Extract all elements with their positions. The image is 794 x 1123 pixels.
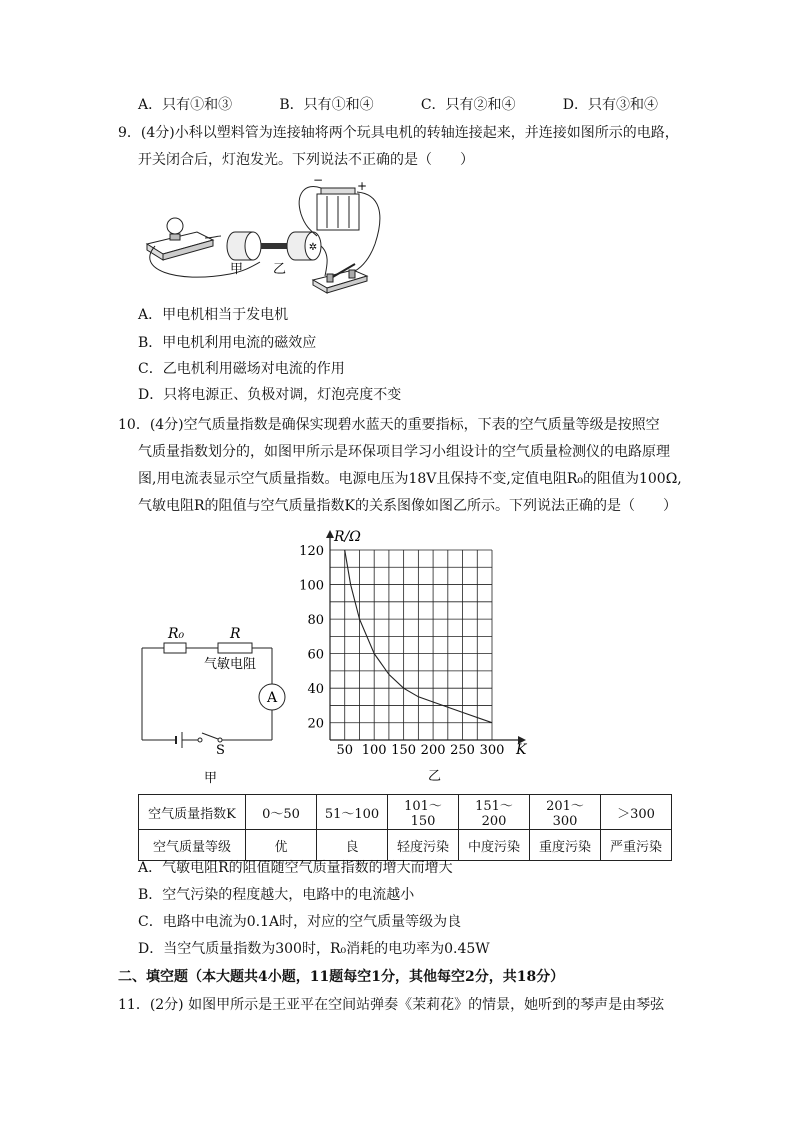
- x-tick-label: 200: [420, 743, 446, 758]
- y-tick-label: 120: [299, 544, 324, 559]
- x-tick-label: 150: [391, 743, 417, 758]
- q9-option-d: D．只将电源正、负极对调，灯泡亮度不变: [138, 387, 402, 403]
- y-tick-label: 40: [307, 682, 324, 698]
- r0-label: R₀: [168, 626, 185, 642]
- table-cell: 空气质量指数K: [139, 795, 246, 830]
- table-cell: 重度污染: [530, 830, 601, 861]
- chart-axes: [326, 530, 526, 744]
- chart-grid: [330, 550, 492, 740]
- q10-stem-line3: 图,用电流表显示空气质量指数。电源电压为18V且保持不变,定值电阻R₀的阻值为100Ω,: [138, 471, 682, 487]
- ammeter-label: A: [266, 690, 278, 706]
- table-row: [139, 830, 672, 861]
- q9-circuit-figure: [135, 174, 395, 298]
- switch-label: S: [216, 743, 225, 758]
- r-k-chart: [280, 528, 540, 790]
- table-cell: ＞300: [601, 795, 672, 830]
- q8-option-a: A．只有①和③: [138, 97, 233, 113]
- q11-stem-line1: 11．(2分) 如图甲所示是王亚平在空间站弹奏《茉莉花》的情景，她听到的琴声是由琴弦: [118, 997, 665, 1013]
- table-cell: 严重污染: [601, 830, 672, 861]
- q10-stem-line4: 气敏电阻R的阻值与空气质量指数K的关系图像如图乙所示。下列说法正确的是（ ）: [138, 498, 677, 514]
- q9-option-b: B．甲电机利用电流的磁效应: [138, 335, 317, 351]
- table-cell: 151～200: [459, 795, 530, 830]
- table-cell: 0～50: [246, 795, 317, 830]
- q9-option-a: A．甲电机相当于发电机: [138, 307, 289, 323]
- motor-jia-label: 甲: [230, 262, 244, 277]
- q8-options: [138, 94, 658, 114]
- y-tick-label: 20: [307, 716, 324, 732]
- section-2-heading: 二、填空题（本大题共4小题，11题每空1分，其他每空2分，共18分）: [118, 969, 565, 985]
- y-axis-label: R/Ω: [334, 529, 361, 545]
- battery-minus-label: −: [313, 174, 324, 187]
- x-tick-label: 100: [361, 743, 387, 758]
- air-quality-table: [138, 794, 672, 861]
- y-tick-label: 60: [307, 647, 324, 663]
- table-cell: 51～100: [317, 795, 388, 830]
- r-label: R: [230, 626, 241, 642]
- table-cell: 中度污染: [459, 830, 530, 861]
- table-cell: 101～150: [388, 795, 459, 830]
- table-cell: 优: [246, 830, 317, 861]
- table-cell: 空气质量等级: [139, 830, 246, 861]
- table-cell: 201～300: [530, 795, 601, 830]
- table-row: [139, 795, 672, 830]
- q9-stem-line1: 9．(4分)小科以塑料管为连接轴将两个玩具电机的转轴连接起来，并连接如图所示的电路，: [118, 125, 679, 141]
- q9-option-c: C．乙电机利用磁场对电流的作用: [138, 361, 345, 377]
- q8-option-d: D．只有③和④: [562, 97, 658, 113]
- r-resistor: [218, 643, 252, 653]
- table-cell: 轻度污染: [388, 830, 459, 861]
- gas-sensor-label: 气敏电阻: [204, 657, 257, 672]
- q8-option-b: B．只有①和④: [279, 97, 374, 113]
- x-tick-label: 250: [450, 743, 475, 758]
- q10-option-b: B．空气污染的程度越大，电路中的电流越小: [138, 887, 415, 903]
- circuit-caption: 甲: [204, 771, 218, 786]
- chart-caption: 乙: [428, 769, 442, 784]
- x-tick-label: 50: [336, 743, 354, 758]
- q10-stem-line1: 10．(4分)空气质量指数是确保实现碧水蓝天的重要指标，下表的空气质量等级是按照空: [118, 417, 660, 433]
- q8-option-c: C．只有②和④: [420, 97, 516, 113]
- svg-text:✲: ✲: [308, 242, 318, 253]
- q10-stem-line2: 气质量指数划分的，如图甲所示是环保项目学习小组设计的空气质量检测仪的电路原理: [138, 444, 670, 460]
- y-tick-label: 100: [299, 578, 324, 594]
- q10-option-c: C．电路中电流为0.1A时，对应的空气质量等级为良: [138, 914, 462, 930]
- q10-option-a: A．气敏电阻R的阻值随空气质量指数的增大而增大: [138, 860, 453, 876]
- table-cell: 良: [317, 830, 388, 861]
- motor-yi-label: 乙: [273, 262, 287, 277]
- x-tick-label: 300: [479, 743, 505, 758]
- battery-plus-label: +: [357, 179, 368, 193]
- r0-resistor: [164, 643, 186, 653]
- x-axis-label: K: [516, 742, 527, 758]
- q10-circuit-diagram: [136, 620, 296, 790]
- y-tick-label: 80: [307, 613, 324, 629]
- q9-stem-line2: 开关闭合后，灯泡发光。下列说法不正确的是（ ）: [138, 152, 474, 168]
- q10-option-d: D．当空气质量指数为300时，R₀消耗的电功率为0.45W: [138, 941, 490, 957]
